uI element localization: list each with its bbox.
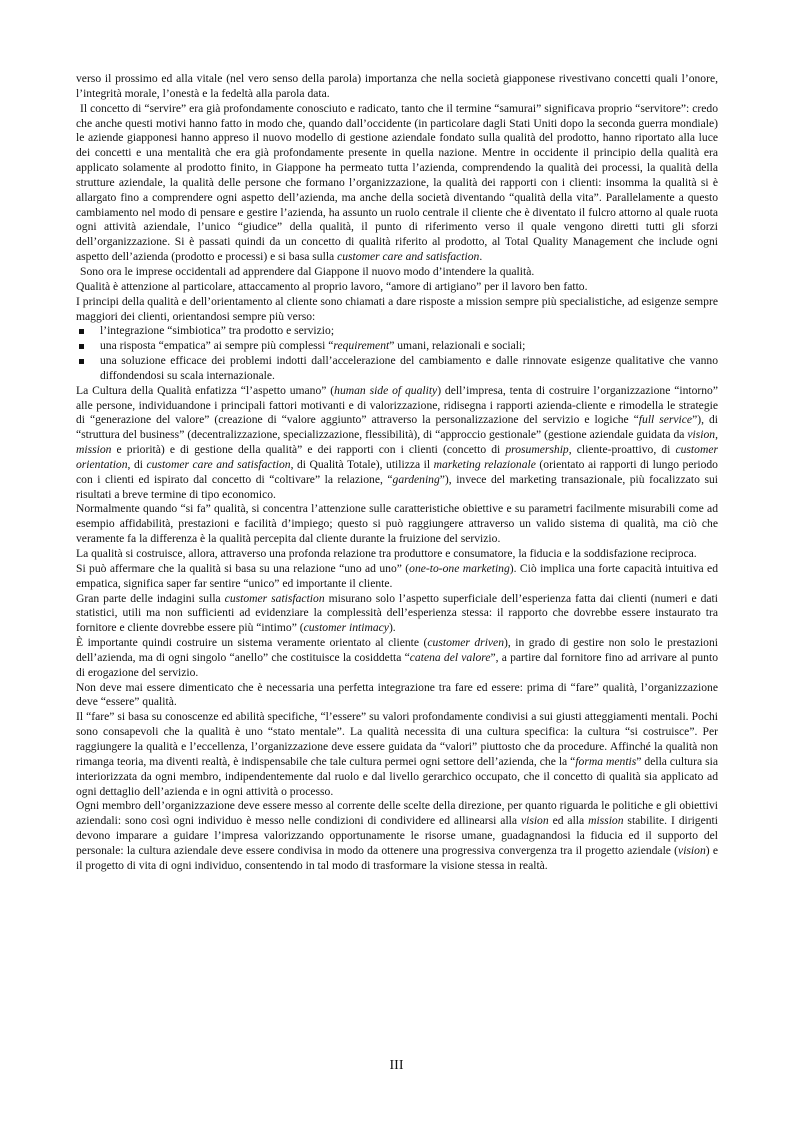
- bullet-item: [76, 354, 718, 384]
- text-run: ”, a partire dal fornitore fino ad arrivare al punto di erogazione del servizio.: [76, 650, 718, 679]
- text-run: (orientato ai rapporti di lungo periodo con i clienti ed ispirato dal concetto di “coltivare” la relazione, “: [76, 457, 718, 486]
- square-bullet-icon: [79, 329, 84, 334]
- text-run: ) e il progetto di vita di ogni individuo, consentendo in tal modo di trasformare la visione stessa in realtà.: [76, 843, 718, 872]
- italic-text: vision: [678, 843, 706, 857]
- paragraph: [76, 799, 718, 873]
- italic-text: catena del valore: [409, 650, 491, 664]
- paragraph: [76, 592, 718, 637]
- paragraph: [76, 636, 718, 681]
- italic-text: vision: [520, 814, 549, 828]
- text-run: Non deve mai essere dimenticato che è necessaria una perfetta integrazione tra fare ed essere: prima di “fare” qualità, l’organizzazione deve “essere” qualità.: [76, 680, 718, 709]
- italic-text: forma mentis: [575, 754, 637, 768]
- paragraphs-after: [76, 384, 718, 874]
- italic-text: full service: [638, 413, 693, 427]
- italic-text: human side of quality: [334, 383, 438, 397]
- text-run: ) dell’impresa, tenta di costruire l’organizzazione “intorno” alle persone, individuandone i principali fattori motivanti e di valorizzazione, ridisegna i rapporti azienda-cliente e rimodella le strategie di “generazione del valore” (creazione di “valore aggiunto” attraverso la personalizzazione del servizio e logiche “: [76, 383, 719, 427]
- paragraph: [76, 562, 718, 592]
- text-run: ), in grado di gestire non solo le prestazioni dell’azienda, ma di ogni singolo “anello” che costituisce la cosiddetta “: [76, 636, 718, 664]
- italic-text: customer care and satisfaction: [146, 457, 291, 471]
- text-run: Qualità è attenzione al particolare, attaccamento al proprio lavoro, “amore di artigiano” per il lavoro ben fatto.: [76, 279, 588, 293]
- text-run: ” umani, relazionali e sociali;: [389, 339, 526, 353]
- text-run: Sono ora le imprese occidentali ad apprendere dal Giappone il nuovo modo d’intendere la qualità.: [80, 264, 535, 278]
- paragraph: [76, 710, 718, 799]
- text-run: I principi della qualità e dell’orientamento al cliente sono chiamati a dare risposte a mission sempre più specialistiche, ad esigenze sempre maggiori dei clienti, orientandosi sempre più verso:: [76, 294, 718, 323]
- text-run: ”), invece del marketing transazionale, più focalizzato sui risultati a breve termine di tipo economico.: [76, 472, 718, 501]
- text-run: .: [479, 250, 483, 264]
- text-run: ,: [715, 428, 718, 442]
- text-run: , di: [127, 457, 147, 471]
- italic-text: customer orientation: [76, 443, 718, 471]
- italic-text: one-to-one marketing: [409, 561, 510, 575]
- text-run: , cliente-proattivo, di: [568, 443, 676, 457]
- italic-text: prosumership: [505, 443, 569, 457]
- text-run: Il concetto di “servire” era già profondamente conosciuto e radicato, tanto che il termine “samurai” significava proprio “servitore”: credo che anche questi motivi hanno fatto in modo che, quando dall’occidente (in particolare dagli Stati Uniti dopo la seconda guerra mondiale) le aziende giapponesi hanno appreso il nuovo modello di gestione aziendale fondato sulla qualità del prodotto, hanno riportato alla luce dei concetti e una mentalità che era già profondamente presente in quella nazione. Mentre in occidente il principio della qualità era applicato solamente al prodotto finito, in Giappone ha permeato tutta l’azienda, comprendendo la qualità dei processi, la qualità della strutture aziendale, la qualità delle persone che formano l’organizzazione, la qualità dei rapporti con i clienti: insomma la qualità si è allargato fino a comprendere ogni aspetto dell’azienda, ma anche della società diventando “qualità della vita”. Parallelamente a questo cambiamento nel modo di pensare e gestire l’azienda, ha assunto un ruolo centrale il cliente che è diventato il fulcro attorno al quale ruota ogni attività aziendale, l’unico “giudice” della qualità, il punto di riferimento verso il quale vengono diretti tutti gli sforzi dell’organizzazione. Si è passati quindi da un concetto di qualità riferito al prodotto, al Total Quality Management che include ogni aspetto dell’azienda (prodotto e processi) e si basa sulla: [76, 101, 718, 264]
- document-body: [76, 72, 718, 874]
- text-run: Gran parte delle indagini sulla: [76, 591, 225, 605]
- text-run: verso il prossimo ed alla vitale (nel vero senso della parola) importanza che nella società giapponese rivestivano concetti quali l’onore, l’integrità morale, l’onestà e la fedeltà alla parola data.: [76, 72, 718, 100]
- square-bullet-icon: [79, 344, 84, 349]
- text-run: ”), di “struttura del business” (decentralizzazione, specializzazione, flessibilità), di “approccio gestionale” (gestione aziendale guidata da: [76, 413, 718, 442]
- paragraphs-before: [76, 72, 718, 324]
- text-run: una soluzione efficace dei problemi indotti dall’accelerazione del cambiamento e dalle rinnovate esigenze qualitative che vanno diffondendosi su scala internazionale.: [100, 354, 718, 382]
- italic-text: customer intimacy: [303, 621, 389, 635]
- text-run: Si può affermare che la qualità si basa su una relazione “uno ad uno” (: [76, 561, 410, 575]
- italic-text: requirement: [333, 339, 390, 353]
- paragraph: [76, 384, 718, 503]
- text-run: La qualità si costruisce, allora, attraverso una profonda relazione tra produttore e consumatore, la fiducia e la soddisfazione reciproca.: [76, 547, 697, 560]
- text-run: misurano solo l’aspetto superficiale dell’esperienza fatta dai clienti (numeri e dati statistici, utili ma non sufficienti ad evidenziare la complessità dell’esperienza stessa: il rapporto che dovrebbe essere instaurato tra fornitore e cliente dovrebbe essere più “intimo” (: [76, 591, 718, 635]
- text-run: La Cultura della Qualità enfatizza “l’aspetto umano” (: [76, 383, 335, 397]
- text-run: ” della cultura sia interiorizzata da ogni membro, indipendentemente dal ruolo e dal livello gerarchico occupato, che il concetto di qualità sia applicato ad ogni dettaglio dell’azienda e in ogni attività o processo.: [76, 754, 718, 798]
- bullet-item: [76, 324, 718, 339]
- text-run: l’integrazione “simbiotica” tra prodotto e servizio;: [100, 324, 335, 338]
- text-run: stabilite. I dirigenti devono imparare a guidare l’impresa valorizzando opportunamente le risorse umane, guadagnandosi la fiducia ed il supporto del personale: la cultura aziendale deve essere condivisa in modo da ottenere una progressiva convergenza tra il progetto aziendale (: [76, 814, 718, 857]
- paragraph: [76, 265, 718, 280]
- text-run: Ogni membro dell’organizzazione deve essere messo al corrente delle scelte della direzione, per quanto riguarda le politiche e gli obiettivi aziendali: sono così ogni individuo è messo nelle condizioni di condividere ed allinearsi alla: [76, 799, 718, 828]
- paragraph: [76, 280, 718, 295]
- italic-text: customer satisfaction: [224, 591, 325, 605]
- italic-text: gardening: [392, 472, 440, 486]
- bullet-list: [76, 324, 718, 383]
- paragraph: [76, 547, 718, 562]
- italic-text: customer driven: [427, 636, 505, 650]
- page-number: III: [389, 1058, 404, 1073]
- italic-text: vision: [687, 428, 716, 442]
- text-run: Normalmente quando “si fa” qualità, si concentra l’attenzione sulle caratteristiche obiettive e su parametri facilmente misurabili come ad esempio affidabilità, prestazioni e facilità d’impiego; questo si può raggiungere attraverso un valido sistema di qualità, ma ciò che veramente fa la differenza è la qualità percepita dal cliente durante la fruizione del servizio.: [76, 502, 718, 546]
- paragraph: [76, 502, 718, 547]
- italic-text: customer care and satisfaction: [337, 250, 480, 264]
- italic-text: mission: [588, 814, 624, 828]
- text-run: ed alla: [548, 814, 589, 828]
- italic-text: mission: [76, 443, 112, 457]
- paragraph: [76, 295, 718, 325]
- text-run: Il “fare” si basa su conoscenze ed abilità specifiche, “l’essere” su valori profondamente condivisi a sui giusti atteggiamenti mentali. Pochi sono consapevoli che la qualità è uno “stato mentale”. La qualità necessita di una cultura specifica: la cultura “si costruisce”. Per raggiungere la qualità e l’eccellenza, l’organizzazione deve essere guidata da “valori” piuttosto che da procedure. Affinché la qualità non rimanga teoria, ma diventi realtà, è indispensabile che tale cultura permei ogni settore dell’azienda, che la “: [76, 710, 718, 768]
- text-run: una risposta “empatica” ai sempre più complessi “: [100, 339, 334, 353]
- text-run: ).: [388, 621, 396, 635]
- bullet-item: [76, 339, 718, 354]
- italic-text: marketing relazionale: [433, 457, 536, 471]
- paragraph: [76, 102, 718, 265]
- text-run: ). Ciò implica una forte capacità intuitiva ed empatica, significa saper far sentire “unico” ed importante il cliente.: [76, 561, 718, 590]
- paragraph: [76, 72, 718, 102]
- text-run: e priorità) e di gestione della qualità” e dei rapporti con i clienti (concetto di: [111, 443, 506, 457]
- paragraph: [76, 681, 718, 711]
- text-run: È importante quindi costruire un sistema veramente orientato al cliente (: [76, 636, 428, 650]
- text-run: , di Qualità Totale), utilizza il: [290, 457, 434, 471]
- square-bullet-icon: [79, 359, 84, 364]
